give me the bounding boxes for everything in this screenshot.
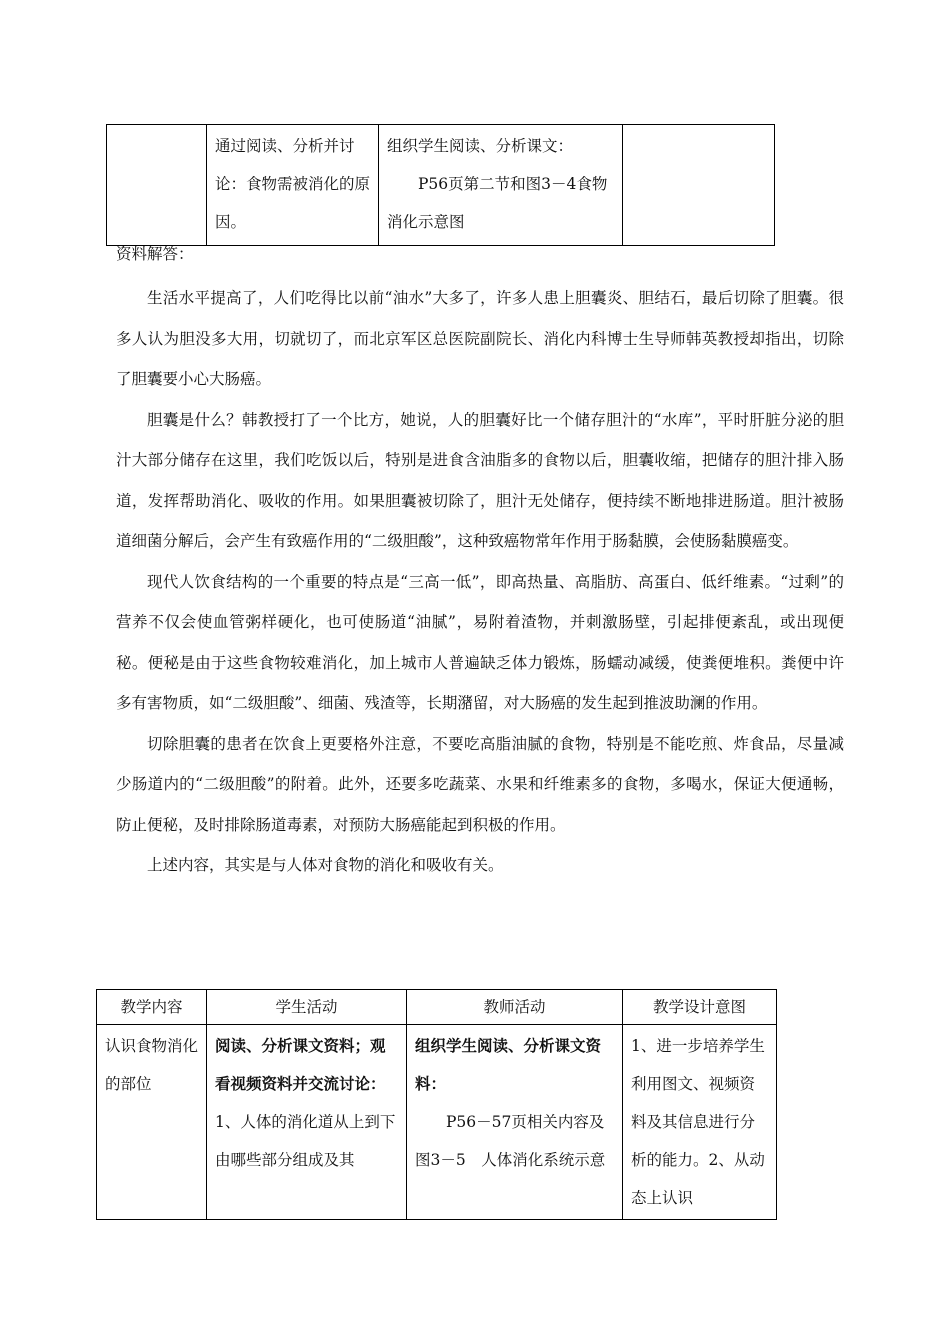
teacher-activity-reference: P56页第二节和图3－4食物消化示意图 [387, 175, 608, 231]
teacher-activity-reference: P56－57页相关内容及图3－5 人体消化系统示意 [415, 1113, 606, 1169]
student-activity-heading: 阅读、分析课文资料；观看视频资料并交流讨论： [215, 1036, 386, 1093]
header-student-activity: 学生活动 [207, 990, 407, 1025]
student-activity-question: 1、人体的消化道从上到下由哪些部分组成及其 [215, 1113, 396, 1169]
cell-student-activity [207, 1025, 407, 1220]
table-cell-student-activity: 通过阅读、分析并讨论：食物需被消化的原因。 [207, 125, 379, 246]
table-cell-content [107, 125, 207, 246]
cell-design-intent: 1、进一步培养学生利用图文、视频资料及其信息进行分析的能力。2、从动态上认识 [623, 1025, 777, 1220]
teacher-activity-heading: 组织学生阅读、分析课文资料： [415, 1036, 602, 1093]
header-design-intent: 教学设计意图 [623, 990, 777, 1025]
header-teaching-content: 教学内容 [97, 990, 207, 1025]
paragraph-3: 现代人饮食结构的一个重要的特点是“三高一低”，即高热量、高脂肪、高蛋白、低纤维素。“过剩”的营养不仅会使血管粥样硬化，也可使肠道“油腻”，易附着渣物，并刺激肠壁，引起排便紊乱，或出现便秘。便秘是由于这些食物较难消化，加上城市人普遍缺乏体力锻炼，肠蠕动减缓，使粪便堆积。粪便中许多有害物质，如“二级胆酸”、细菌、残渣等，长期潴留，对大肠癌的发生起到推波助澜的作用。 [116, 572, 844, 712]
paragraph-1: 生活水平提高了，人们吃得比以前“油水”大多了，许多人患上胆囊炎、胆结石，最后切除了胆囊。很多人认为胆没多大用，切就切了，而北京军区总医院副院长、消化内科博士生导师韩英教授却指出，切除了胆囊要小心大肠癌。 [116, 289, 844, 388]
table-cell-design-intent [623, 125, 775, 246]
table-header-row [97, 990, 777, 1025]
reading-material [116, 244, 844, 886]
cell-teacher-activity [407, 1025, 623, 1220]
paragraph-2: 胆囊是什么？韩教授打了一个比方，她说，人的胆囊好比一个储存胆汁的“水库”，平时肝脏分泌的胆汁大部分储存在这里，我们吃饭以后，特别是进食含油脂多的食物以后，胆囊收缩，把储存的胆汁排入肠道，发挥帮助消化、吸收的作用。如果胆囊被切除了，胆汁无处储存，便持续不断地排进肠道。胆汁被肠道细菌分解后，会产生有致癌作用的“二级胆酸”，这种致癌物常年作用于肠黏膜，会使肠黏膜癌变。 [116, 410, 844, 550]
table-row [107, 125, 775, 246]
lesson-table-bottom [96, 989, 777, 1220]
section-label: 资料解答： [116, 245, 194, 263]
lesson-table-top [106, 124, 775, 246]
table-cell-teacher-activity [379, 125, 623, 246]
paragraph-4: 切除胆囊的患者在饮食上更要格外注意，不要吃高脂油腻的食物，特别是不能吃煎、炸食品，尽量减少肠道内的“二级胆酸”的附着。此外，还要多吃蔬菜、水果和纤维素多的食物，多喝水，保证大便通畅，防止便秘，及时排除肠道毒素，对预防大肠癌能起到积极的作用。 [116, 734, 844, 834]
cell-teaching-content: 认识食物消化的部位 [97, 1025, 207, 1220]
header-teacher-activity: 教师活动 [407, 990, 623, 1025]
paragraph-5: 上述内容，其实是与人体对食物的消化和吸收有关。 [147, 856, 504, 874]
table-row [97, 1025, 777, 1220]
teacher-activity-line: 组织学生阅读、分析课文： [387, 137, 574, 155]
